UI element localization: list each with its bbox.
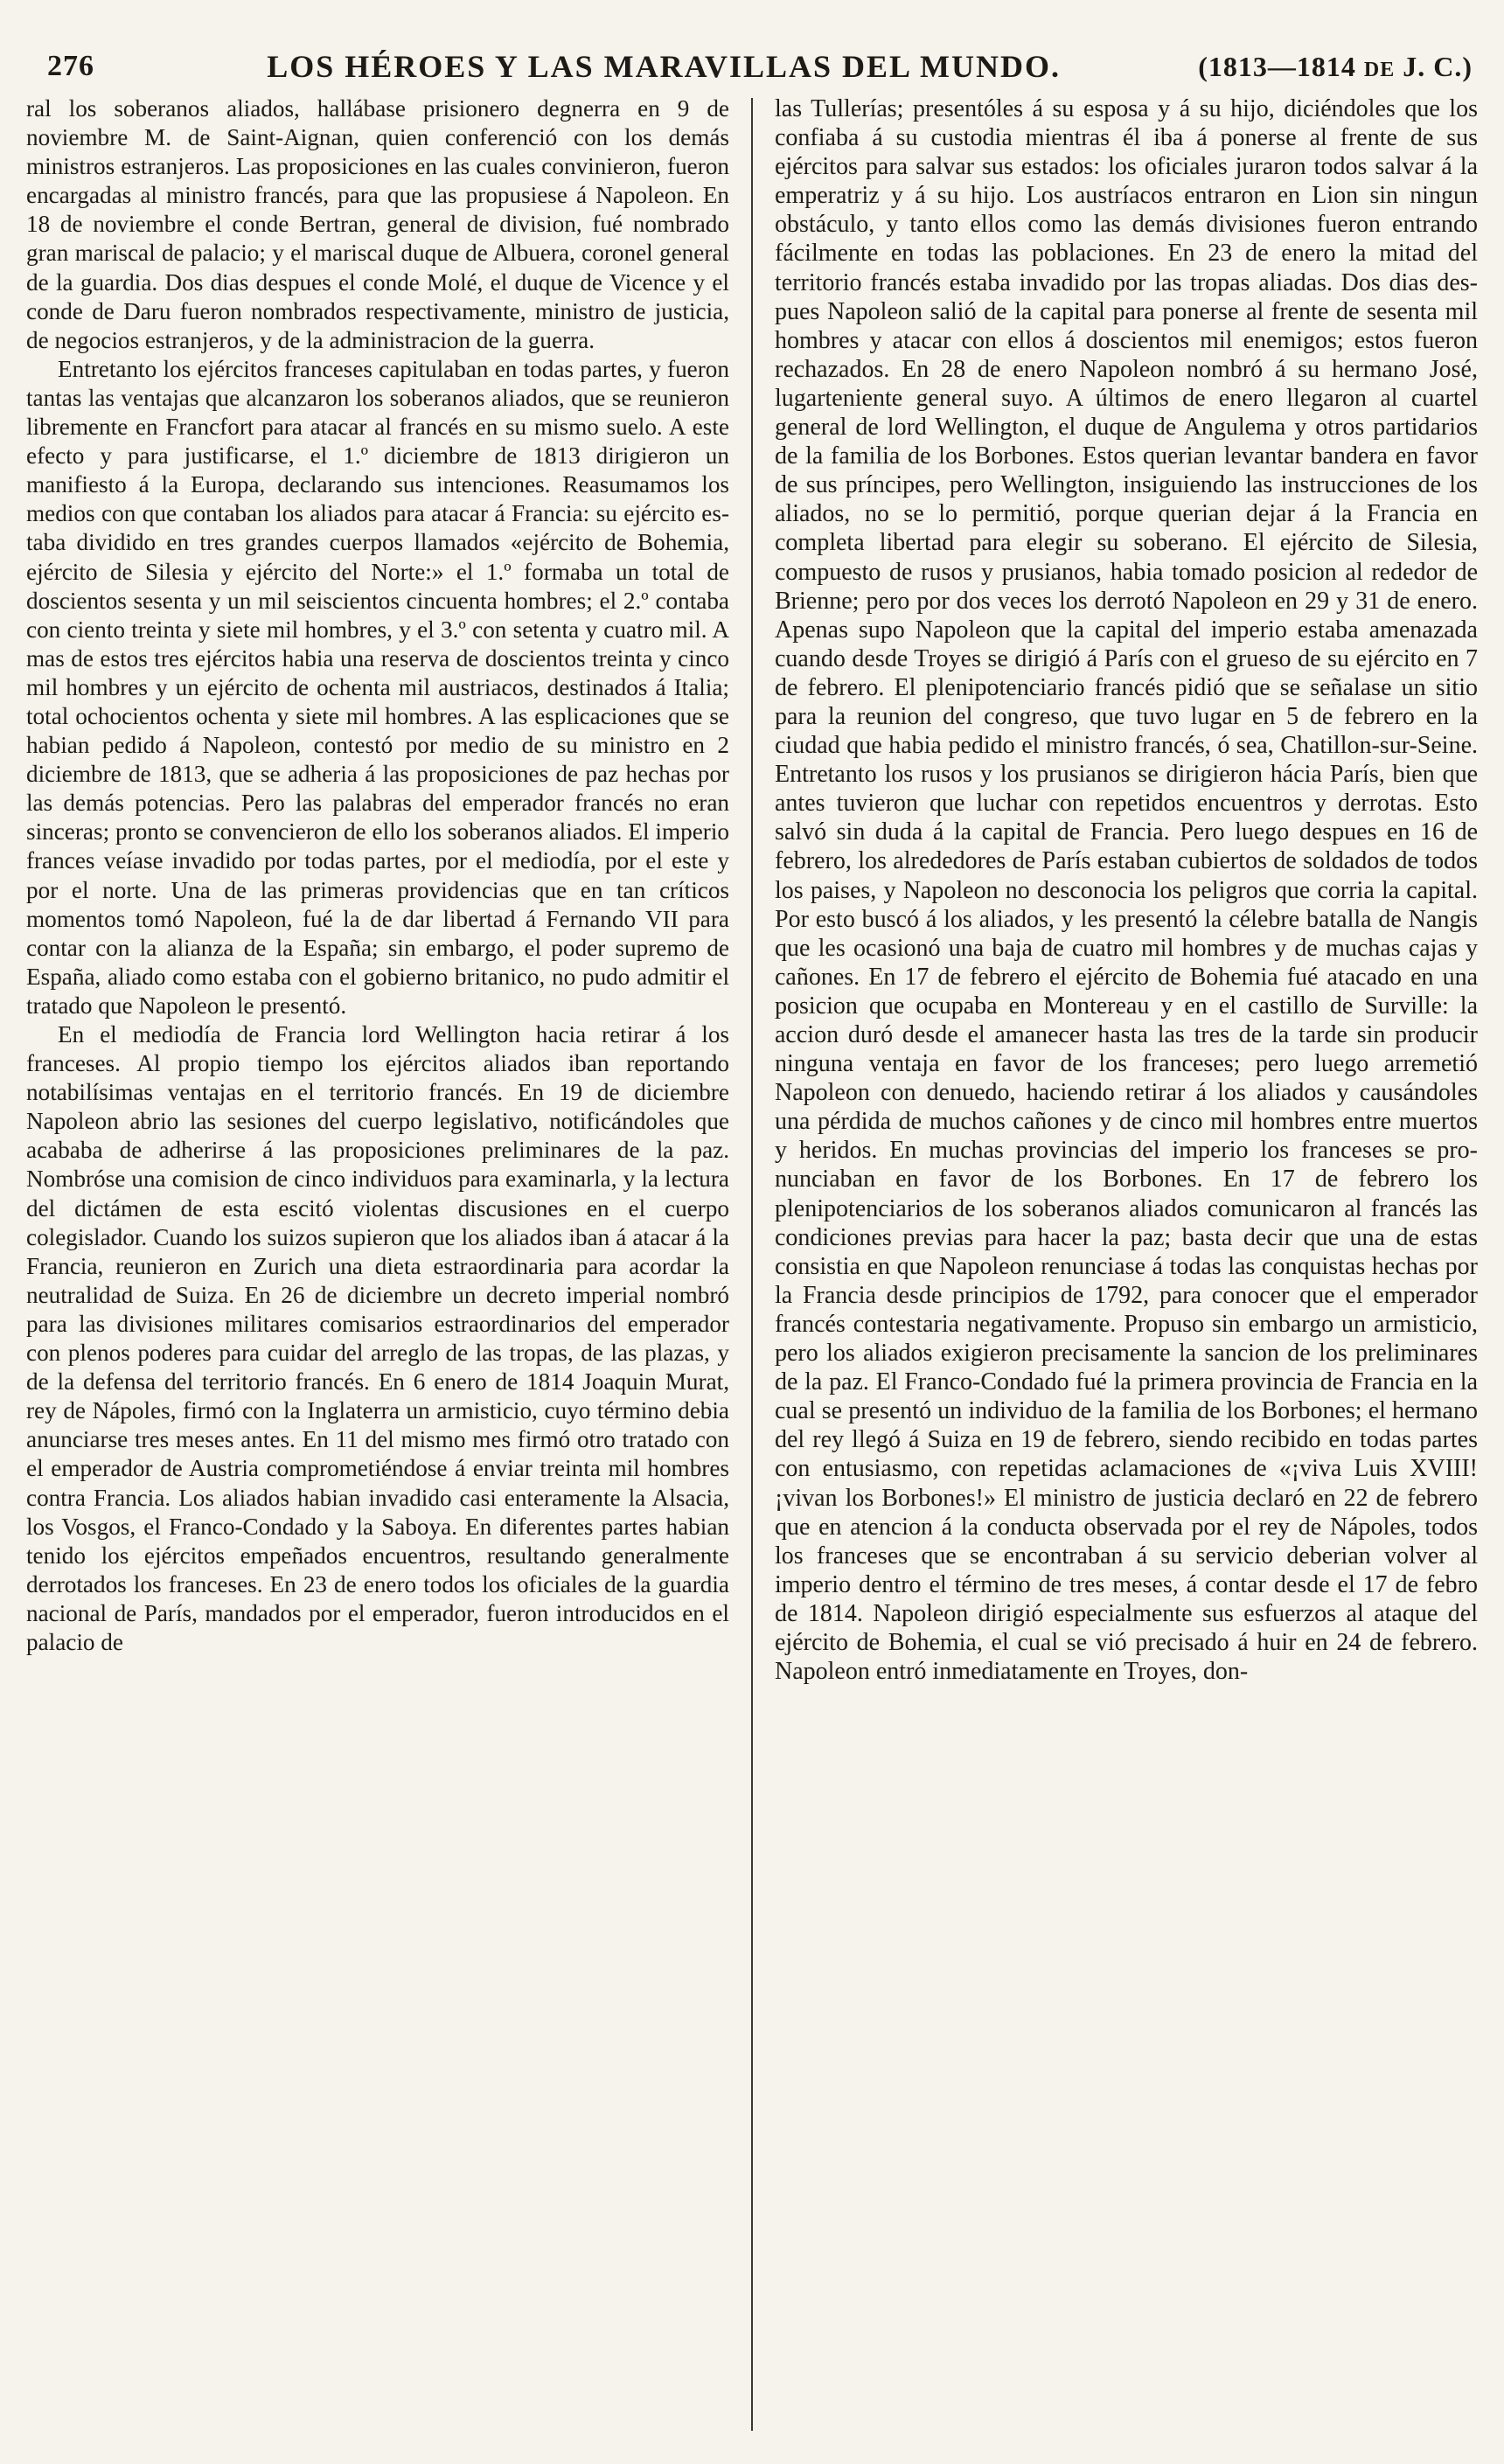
text-columns	[26, 94, 1478, 2434]
right-column	[775, 94, 1478, 2434]
paragraph: Entretanto los ejércitos franceses capitulaban en todas partes, y fueron tantas las ventajas que alcanzaron los soberanos aliados, que se reunieron libremente en Francfort para atacar al francés en su mismo suelo. A este efecto y para justificarse, el 1.º diciembre de 1813 dirigieron un manifiesto á la Europa, declarando sus intenciones. Reasumamos los medios con que contaban los aliados para atacar á Francia: su ejército estaba dividido en tres grandes cuerpos llamados «ejército de Bohemia, ejército de Silesia y ejército del Norte:» el 1.º formaba un total de doscientos sesenta y un mil seiscientos cincuenta hombres; el 2.º contaba con ciento treinta y siete mil hombres, y el 3.º con setenta y cuatro mil. A mas de estos tres ejércitos habia una reserva de doscientos treinta y cinco mil hombres y un ejército de ochenta mil austriacos, destinados á Italia; total ochocientos ochenta y siete mil hombres. A las esplicaciones que se habian pedido á Napoleon, contestó por medio de su ministro en 2 diciembre de 1813, que se adheria á las proposiciones de paz hechas por las demás potencias. Pero las palabras del emperador francés no eran sinceras; pronto se convencieron de ello los soberanos aliados. El imperio frances veíase invadido por todas partes, por el mediodía, por el este y por el norte. Una de las primeras providencias que en tan críticos momentos tomó Napoleon, fué la de dar libertad á Fernando VII para contar con la alianza de la España; sin embargo, el poder supremo de España, aliado como estaba con el gobierno britanico, no pudo admitir el tratado que Napoleon le presentó.	[26, 355, 729, 1019]
date-range	[1198, 51, 1478, 83]
running-title: LOS HÉROES Y LAS MARAVILLAS DEL MUNDO.	[267, 49, 1062, 84]
date-era-prefix: DE	[1363, 58, 1396, 81]
date-era: J. C.)	[1403, 50, 1473, 82]
newspaper-page	[26, 42, 1478, 2438]
paragraph: las Tullerías; presentóles á su esposa y á su hijo, diciéndoles que los confiaba á su custodia mientras él iba á ponerse al frente de sus ejércitos para salvar sus estados: los oficiales juraron todos salvar á la emperatriz y á su hijo. Los austríacos entraron en Lion sin ningun obstáculo, y tanto ellos como las demás divisiones fueron entrando fácilmente en todas las poblaciones. En 23 de enero la mitad del territorio francés estaba invadido por las tropas aliadas. Dos dias despues Napoleon salió de la capital para ponerse al frente de sesenta mil hombres y atacar con ellos á doscientos mil enemigos; estos fueron rechazados. En 28 de enero Napoleon nombró á su hermano José, lugarteniente general suyo. A últimos de enero llegaron al cuartel general de lord Wellington, el duque de Angulema y otros partidarios de la familia de los Borbones. Estos querian levantar bandera en favor de sus príncipes, pero Wellington, insiguiendo las instrucciones de los aliados, no se lo permitió, porque querian dejar á la Francia en completa libertad para elegir su soberano. El ejército de Silesia, compuesto de rusos y prusianos, habia tomado posicion al rededor de Brienne; pero por dos veces los derrotó Napoleon en 29 y 31 de enero. Apenas supo Napoleon que la capital del imperio estaba amenazada cuando desde Troyes se dirigió á París con el grueso de su ejército en 7 de febrero. El plenipotenciario francés pidió que se señalase un sitio para la reunion del congreso, que tuvo lugar en 5 de febrero en la ciudad que habia pedido el ministro francés, ó sea, Chatillon-sur-Seine. Entretanto los rusos y los prusianos se dirigieron hácia París, bien que antes tuvieron que luchar con repetidos encuentros y derrotas. Esto salvó sin duda á la capital de Francia. Pero luego despues en 16 de febrero, los alrededores de París estaban cubiertos de soldados de todos los paises, y Napoleon no desconocia los peligros que corria la capital. Por esto buscó á los aliados, y les presentó la célebre batalla de Nangis que les ocasionó una baja de cuatro mil hombres y de muchas cajas y cañones. En 17 de febrero el ejército de Bohemia fué atacado en una posicion que ocupaba en Montereau y en el castillo de Surville: la accion duró desde el amanecer hasta las tres de la tarde sin producir ninguna ventaja en favor de los franceses; pero luego arremetió Napoleon con denuedo, haciendo retirar á los aliados y causándoles una pérdida de muchos cañones y de cinco mil hombres entre muertos y heridos. En muchas provincias del imperio los franceses se pronunciaban en favor de los Borbones. En 17 de febrero los plenipotenciarios de los soberanos aliados comunicaron al francés las condiciones previas para hacer la paz; basta decir que una de estas consistia en que Napoleon renunciase á todas las conquistas hechas por la Francia desde principios de 1792, para conocer que el emperador francés contestaria negativamente. Propuso sin embargo un armisticio, pero los aliados exigieron precisamente la sancion de los preliminares de la paz. El Franco-Condado fué la primera provincia de Francia en la cual se presentó un individuo de la familia de los Borbones; el hermano del rey llegó á Suiza en 19 de febrero, siendo recibido en todas partes con entusiasmo, con repetidas aclamaciones de «¡viva Luis XVIII! ¡vivan los Borbones!» El ministro de justicia declaró en 22 de febrero que en atencion á la conducta observada por el rey de Nápoles, todos los franceses que se encontraban á su servicio deberian volver al imperio dentro el término de tres meses, á contar desde el 17 de febro de 1814. Napoleon dirigió especialmente sus esfuerzos al ataque del ejército de Bohemia, el cual se vió precisado á huir en 24 de febrero. Napoleon entró inmediatamente en Troyes, don-	[775, 95, 1478, 1686]
page-number: 276	[47, 50, 94, 82]
date-range-start: (1813—1814	[1198, 50, 1356, 82]
paragraph: ral los soberanos aliados, hallábase prisionero degnerra en 9 de noviembre M. de Saint-Aignan, quien conferenció con los demás ministros estranjeros. Las proposiciones en las cuales convinieron, fueron encargadas al ministro francés, para que las propusiese á Napoleon. En 18 de noviembre el conde Bertran, general de division, fué nombrado gran mariscal de palacio; y el mariscal duque de Albuera, coronel general de la guardia. Dos dias despues el conde Molé, el duque de Vicence y el conde de Daru fueron nombrados respectivamente, ministro de justicia, de negocios estranjeros, y de la administracion de la guerra.	[26, 95, 729, 353]
page-header	[26, 42, 1478, 91]
paragraph: En el mediodía de Francia lord Wellington hacia retirar á los franceses. Al propio tiempo los ejércitos aliados iban reportando notabilísimas ventajas en el territorio francés. En 19 de diciembre Napoleon abrio las sesiones del cuerpo legislativo, notificándoles que acababa de adherirse á las proposiciones preliminares de la paz. Nombróse una comision de cinco individuos para examinarla, y la lectura del dictámen de esta escitó violentas discusiones en el cuerpo colegislador. Cuando los suizos supieron que los aliados iban á atacar á la Francia, reunieron en Zurich una dieta estraordinaria para acordar la neutralidad de Suiza. En 26 de diciembre un decreto imperial nombró para las divisiones militares comisarios estraordinarios del emperador con plenos poderes para cuidar del arreglo de las tropas, de las plazas, y de la defensa del territorio francés. En 6 enero de 1814 Joaquin Murat, rey de Nápoles, firmó con la Inglaterra un armisticio, cuyo término debia anunciarse tres meses antes. En 11 del mismo mes firmó otro tratado con el emperador de Austria comprometiéndose á enviar treinta mil hombres contra Francia. Los aliados habian invadido casi enteramente la Alsacia, los Vosgos, el Franco-Condado y la Saboya. En diferentes partes habian tenido los ejércitos empeñados encuentros, resultando generalmente derrotados los franceses. En 23 de enero todos los oficiales de la guardia nacional de París, mandados por el emperador, fueron introducidos en el palacio de	[26, 1021, 729, 1655]
left-column	[26, 94, 729, 2434]
